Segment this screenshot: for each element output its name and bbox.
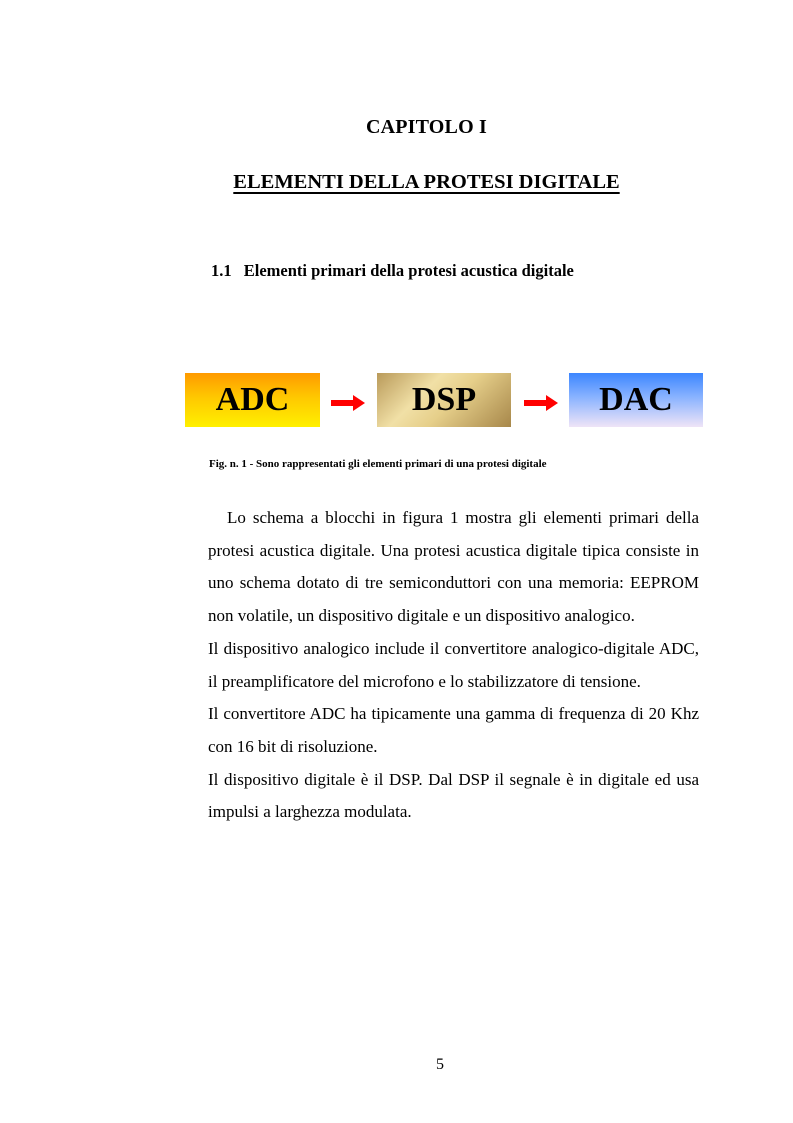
arrow-right-icon xyxy=(524,395,558,411)
body-text xyxy=(208,502,699,829)
arrow-right-icon xyxy=(331,395,365,411)
paragraph: Il dispositivo analogico include il convertitore analogico-digitale ADC, il preamplificatore del microfono e lo stabilizzatore di tensione. xyxy=(208,638,699,691)
chapter-heading: CAPITOLO I xyxy=(365,116,488,138)
section-number: 1.1 xyxy=(211,261,232,280)
paragraph: Lo schema a blocchi in figura 1 mostra gli elementi primari della protesi acustica digitale. Una protesi acustica digitale tipica consiste in uno schema dotato di tre semiconduttori con una memoria: EEPROM non volatile, un dispositivo digitale e un dispositivo analogico. xyxy=(208,508,699,626)
dac-block: DAC xyxy=(569,373,703,427)
section-heading xyxy=(211,261,574,281)
chapter-title: ELEMENTI DELLA PROTESI DIGITALE xyxy=(233,171,620,193)
dsp-block: DSP xyxy=(377,373,511,427)
section-title: Elementi primari della protesi acustica digitale xyxy=(243,261,574,280)
paragraph: Il convertitore ADC ha tipicamente una gamma di frequenza di 20 Khz con 16 bit di risoluzione. xyxy=(208,704,699,756)
adc-block: ADC xyxy=(185,373,320,427)
page-number: 5 xyxy=(436,1056,444,1073)
figure-caption: Fig. n. 1 - Sono rappresentati gli elementi primari di una protesi digitale xyxy=(209,458,547,470)
paragraph: Il dispositivo digitale è il DSP. Dal DSP il segnale è in digitale ed usa impulsi a larghezza modulata. xyxy=(208,769,699,822)
